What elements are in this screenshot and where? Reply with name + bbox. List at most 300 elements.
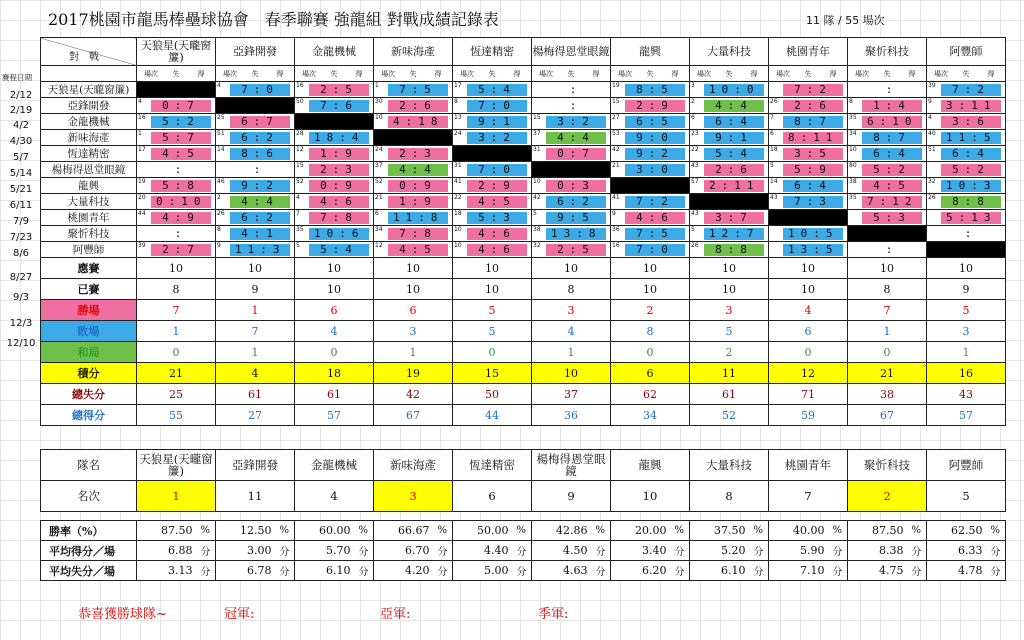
- stat-row: [41, 384, 1006, 405]
- sub-header-row: [41, 66, 1006, 82]
- score-text: 6:4: [873, 147, 911, 160]
- score-text: 5:3: [478, 211, 516, 224]
- game-number: 2: [217, 194, 221, 201]
- matchup-cell: [216, 226, 295, 242]
- score-text: 3:7: [715, 211, 753, 224]
- score-text: 4:6: [636, 211, 674, 224]
- score-text: 4:6: [478, 243, 516, 256]
- score-box: [941, 212, 1001, 224]
- game-number: 26: [217, 210, 225, 217]
- schedule-date: 2/19: [9, 105, 33, 116]
- score-box: [783, 228, 843, 240]
- stat-value: 36: [532, 405, 611, 426]
- rank-team-name: 金龍機械: [295, 450, 374, 481]
- stat-value: 10: [295, 258, 374, 279]
- stat-value: 10: [611, 258, 690, 279]
- score-text: 2:6: [715, 163, 753, 176]
- stat-value: 10: [453, 279, 532, 300]
- matchup-score: [611, 194, 689, 209]
- pct-value: 20.00: [611, 521, 673, 541]
- stat-value: 10: [769, 258, 848, 279]
- stat-label: 敗場: [41, 321, 137, 342]
- team-header: 恆達精密: [453, 38, 532, 66]
- pct-value: 42.86: [532, 521, 594, 541]
- game-number: 25: [217, 114, 225, 121]
- game-number: 40: [928, 130, 936, 137]
- matchup-score: [295, 194, 373, 209]
- matchup-score: [137, 178, 215, 193]
- sub-header-label: 失: [172, 69, 180, 78]
- stat-value: 21: [137, 363, 216, 384]
- stat-value: 5: [927, 300, 1006, 321]
- matchup-cell: [769, 242, 848, 258]
- sub-header-label: 失: [409, 69, 417, 78]
- pct-value: 50.00: [453, 521, 515, 541]
- score-text: 5:7: [162, 131, 200, 144]
- game-number: 26: [928, 194, 936, 201]
- matchup-score: [848, 130, 926, 145]
- pct-unit: 分: [199, 541, 216, 561]
- pct-unit: 分: [673, 561, 690, 581]
- team-header: 新味海產: [374, 38, 453, 66]
- score-box: [151, 212, 211, 224]
- matchup-row: [41, 210, 1006, 226]
- pct-value: 6.10: [690, 561, 752, 581]
- matchup-cell: [927, 178, 1006, 194]
- matchup-score: [690, 114, 768, 129]
- game-number: 41: [454, 178, 462, 185]
- game-number: 31: [533, 146, 541, 153]
- sub-header: [216, 66, 295, 82]
- matchup-cell: [927, 82, 1006, 98]
- game-number: 1: [138, 130, 142, 137]
- matchup-cell: [690, 194, 769, 210]
- stat-value: 61: [690, 384, 769, 405]
- pct-value: 40.00: [769, 521, 831, 541]
- rank-team-name: 阿豐師: [927, 450, 1006, 481]
- matchup-score: [611, 114, 689, 129]
- matchup-cell: [216, 194, 295, 210]
- stat-value: 2: [690, 342, 769, 363]
- score-text: :: [569, 83, 583, 96]
- score-text: 0:9: [399, 179, 437, 192]
- rank-value: 8: [690, 481, 769, 512]
- game-number: 51: [217, 130, 225, 137]
- game-number: 4: [138, 98, 142, 105]
- stat-label: 總得分: [41, 405, 137, 426]
- stat-value: 1: [848, 321, 927, 342]
- game-number: 26: [691, 242, 699, 249]
- pct-value: 37.50: [690, 521, 752, 541]
- rank-value: 7: [769, 481, 848, 512]
- score-box: [625, 196, 685, 208]
- matchup-cell: [532, 226, 611, 242]
- score-box: [862, 196, 922, 208]
- score-box: [230, 164, 290, 176]
- score-text: 2:11: [709, 179, 760, 192]
- game-number: 9: [928, 98, 932, 105]
- matchup-cell: [216, 242, 295, 258]
- score-box: [625, 132, 685, 144]
- matchup-score: [611, 226, 689, 241]
- matchup-score: [374, 146, 452, 161]
- matchup-score: [769, 146, 847, 161]
- matchup-cell: [611, 242, 690, 258]
- game-number: 18: [454, 210, 462, 217]
- rank-team-name: 龍興: [611, 450, 690, 481]
- score-text: 10:5: [788, 227, 839, 240]
- team-header-row: [41, 38, 1006, 66]
- stat-row: [41, 300, 1006, 321]
- matchup-cell: [453, 162, 532, 178]
- score-box: [704, 164, 764, 176]
- matchup-score: [453, 178, 531, 193]
- matchup-cell: [927, 226, 1006, 242]
- runner-up-label: 亞軍:: [380, 607, 411, 622]
- matchup-cell: [137, 146, 216, 162]
- rank-value: 1: [137, 481, 216, 512]
- matchup-score: [137, 162, 215, 177]
- game-number: 24: [375, 146, 383, 153]
- stat-value: 10: [848, 258, 927, 279]
- score-text: 2:3: [399, 147, 437, 160]
- game-number: 43: [770, 194, 778, 201]
- score-box: [941, 132, 1001, 144]
- matchup-cell: [295, 98, 374, 114]
- stat-value: 1: [374, 342, 453, 363]
- row-team-name: 龍興: [41, 178, 137, 194]
- matchup-score: [295, 146, 373, 161]
- sub-header: [690, 66, 769, 82]
- matchup-cell: [769, 82, 848, 98]
- matchup-score: [769, 178, 847, 193]
- matchup-score: [690, 130, 768, 145]
- stat-value: 4: [769, 300, 848, 321]
- matchup-score: [453, 114, 531, 129]
- game-number: 4: [928, 114, 932, 121]
- game-number: 10: [375, 114, 383, 121]
- score-text: 11:8: [393, 211, 444, 224]
- matchup-cell: [690, 162, 769, 178]
- stat-value: 8: [848, 279, 927, 300]
- row-team-name: 桃園青年: [41, 210, 137, 226]
- score-box: [467, 244, 527, 256]
- dates-label: 賽程日期: [2, 73, 32, 82]
- matchup-score: [532, 194, 610, 209]
- matchup-cell: [690, 242, 769, 258]
- pct-unit: 分: [436, 561, 453, 581]
- score-box: [704, 148, 764, 160]
- game-number: 35: [849, 194, 857, 201]
- stat-value: 4: [295, 321, 374, 342]
- score-text: 4:4: [557, 131, 595, 144]
- matchup-cell: [453, 194, 532, 210]
- game-number: 12: [375, 242, 383, 249]
- stat-value: 6: [374, 300, 453, 321]
- matchup-score: [690, 210, 768, 225]
- stat-value: 10: [137, 258, 216, 279]
- matchup-cell: [216, 114, 295, 130]
- score-text: 5:4: [715, 147, 753, 160]
- matchup-score: [611, 98, 689, 113]
- score-text: 8:11: [788, 131, 839, 144]
- stat-row: [41, 321, 1006, 342]
- matchup-cell: [374, 130, 453, 146]
- score-text: 3:11: [946, 99, 997, 112]
- rank-team-name: 天狼星(天曨窗簾): [137, 450, 216, 481]
- stat-row: [41, 342, 1006, 363]
- matchup-score: [453, 210, 531, 225]
- score-text: 0:7: [162, 99, 200, 112]
- game-number: 39: [928, 82, 936, 89]
- sub-header-label: 場次: [618, 69, 633, 78]
- stat-label: 積分: [41, 363, 137, 384]
- stat-label: 應賽: [41, 258, 137, 279]
- game-number: 50: [296, 98, 304, 105]
- sub-header-label: 得: [908, 69, 916, 78]
- matchup-score: [690, 98, 768, 113]
- stat-value: 10: [532, 258, 611, 279]
- sub-header-label: 失: [330, 69, 338, 78]
- schedule-date: 12/10: [6, 338, 36, 349]
- score-box: [546, 84, 606, 96]
- stat-value: 4: [216, 363, 295, 384]
- matchup-score: [216, 194, 294, 209]
- matchup-table: [40, 37, 1006, 426]
- score-box: [941, 116, 1001, 128]
- game-number: 17: [454, 82, 462, 89]
- pct-unit: 分: [831, 541, 848, 561]
- game-number: 53: [612, 130, 620, 137]
- score-text: 9:0: [636, 131, 674, 144]
- matchup-score: [690, 226, 768, 241]
- matchup-score: [927, 98, 1005, 113]
- score-text: 5:13: [946, 211, 997, 224]
- matchup-score: [532, 130, 610, 145]
- pct-value: 5.90: [769, 541, 831, 561]
- matchup-cell: [532, 162, 611, 178]
- score-text: 7:0: [241, 83, 279, 96]
- matchup-cell: [848, 98, 927, 114]
- matchup-score: [453, 130, 531, 145]
- game-number: 80: [849, 162, 857, 169]
- pct-unit: 分: [199, 561, 216, 581]
- stat-value: 10: [374, 258, 453, 279]
- game-number: 52: [375, 178, 383, 185]
- matchup-score: [927, 178, 1005, 193]
- score-text: 7:0: [478, 99, 516, 112]
- score-box: [941, 196, 1001, 208]
- rank-team-name: 桃園青年: [769, 450, 848, 481]
- score-text: 7:8: [399, 227, 437, 240]
- row-team-name: 聚忻科技: [41, 226, 137, 242]
- matchup-cell: [374, 210, 453, 226]
- stat-value: 1: [927, 342, 1006, 363]
- score-box: [309, 132, 369, 144]
- champion-label: 冠軍:: [224, 607, 255, 622]
- matchup-cell: [374, 146, 453, 162]
- matchup-cell: [611, 210, 690, 226]
- stat-value: 61: [295, 384, 374, 405]
- game-number: 22: [454, 194, 462, 201]
- pct-value: 4.40: [453, 541, 515, 561]
- matchup-cell: [532, 130, 611, 146]
- game-number: 14: [770, 178, 778, 185]
- schedule-date: 6/11: [9, 200, 33, 211]
- matchup-cell: [295, 162, 374, 178]
- sub-header-label: 場次: [934, 69, 949, 78]
- score-text: 13:8: [551, 227, 602, 240]
- stat-value: 3: [690, 300, 769, 321]
- score-text: 8:7: [873, 131, 911, 144]
- score-box: [783, 244, 843, 256]
- score-text: 2:7: [162, 243, 200, 256]
- sub-header-label: 失: [646, 69, 654, 78]
- matchup-score: [769, 114, 847, 129]
- stat-label: 勝場: [41, 300, 137, 321]
- matchup-row: [41, 226, 1006, 242]
- matchup-cell: [295, 178, 374, 194]
- matchup-cell: [532, 210, 611, 226]
- stat-row: [41, 363, 1006, 384]
- matchup-cell: [295, 226, 374, 242]
- matchup-score: [295, 178, 373, 193]
- pct-value: 62.50: [927, 521, 989, 541]
- pct-value: 4.63: [532, 561, 594, 581]
- game-number: 31: [454, 162, 462, 169]
- matchup-cell: [611, 98, 690, 114]
- game-number: 5: [770, 162, 774, 169]
- game-number: 4: [217, 82, 221, 89]
- sub-header-label: 得: [671, 69, 679, 78]
- score-box: [783, 116, 843, 128]
- schedule-date: 7/9: [12, 216, 30, 227]
- stat-label: 總失分: [41, 384, 137, 405]
- sub-header-label: 失: [725, 69, 733, 78]
- matchup-cell: [137, 98, 216, 114]
- score-text: 7:2: [794, 83, 832, 96]
- stat-value: 6: [769, 321, 848, 342]
- matchup-cell: [611, 82, 690, 98]
- sub-header: [611, 66, 690, 82]
- pct-value: 4.78: [927, 561, 989, 581]
- score-text: 8:6: [241, 147, 279, 160]
- score-text: 1:9: [399, 195, 437, 208]
- matchup-cell: [769, 114, 848, 130]
- sub-header-label: 場次: [144, 69, 159, 78]
- matchup-score: [532, 178, 610, 193]
- matchup-score: [769, 226, 847, 241]
- game-number: 46: [217, 178, 225, 185]
- sub-header: [453, 66, 532, 82]
- sub-header: [137, 66, 216, 82]
- matchup-score: [769, 162, 847, 177]
- score-box: [151, 244, 211, 256]
- sub-header-label: 得: [355, 69, 363, 78]
- pct-unit: 分: [357, 541, 374, 561]
- stat-value: 9: [927, 279, 1006, 300]
- matchup-cell: [611, 146, 690, 162]
- game-number: 28: [296, 130, 304, 137]
- matchup-score: [769, 130, 847, 145]
- matchup-cell: [532, 242, 611, 258]
- score-text: 7:2: [636, 195, 674, 208]
- score-text: 2:9: [478, 179, 516, 192]
- stat-row: [41, 405, 1006, 426]
- percentage-table: [40, 520, 1006, 581]
- score-text: 7:6: [320, 99, 358, 112]
- score-box: [230, 132, 290, 144]
- matchup-score: [690, 146, 768, 161]
- matchup-row: [41, 194, 1006, 210]
- matchup-score: [927, 226, 1005, 241]
- team-header: 大量科技: [690, 38, 769, 66]
- score-box: [151, 196, 211, 208]
- game-number: 35: [296, 226, 304, 233]
- score-box: [783, 100, 843, 112]
- game-number: 16: [612, 242, 620, 249]
- matchup-cell: [690, 98, 769, 114]
- stat-value: 10: [532, 363, 611, 384]
- score-box: [309, 148, 369, 160]
- game-number: 9: [612, 210, 616, 217]
- score-box: [467, 100, 527, 112]
- score-text: 5:3: [873, 211, 911, 224]
- rank-value: 6: [453, 481, 532, 512]
- matchup-cell: [848, 130, 927, 146]
- game-number: 41: [612, 194, 620, 201]
- matchup-score: [374, 226, 452, 241]
- game-number: 13: [454, 114, 462, 121]
- score-box: [625, 228, 685, 240]
- score-text: 6:2: [241, 131, 279, 144]
- sub-header-label: 得: [197, 69, 205, 78]
- matchup-cell: [453, 114, 532, 130]
- matchup-score: [216, 162, 294, 177]
- score-text: 6:5: [636, 115, 674, 128]
- team-header: 天狼星(天曨窗簾): [137, 38, 216, 66]
- matchup-row: [41, 146, 1006, 162]
- score-text: :: [174, 227, 188, 240]
- matchup-score: [927, 114, 1005, 129]
- stat-value: 0: [295, 342, 374, 363]
- score-text: 2:9: [636, 99, 674, 112]
- stat-value: 59: [769, 405, 848, 426]
- stat-value: 4: [532, 321, 611, 342]
- game-number: 36: [612, 226, 620, 233]
- game-number: 7: [770, 114, 774, 121]
- matchup-cell: [295, 242, 374, 258]
- matchup-score: [611, 82, 689, 97]
- game-number: 10: [533, 178, 541, 185]
- matchup-cell: [532, 82, 611, 98]
- score-box: [467, 164, 527, 176]
- score-text: 4:4: [715, 99, 753, 112]
- score-box: [309, 228, 369, 240]
- sub-header-label: 失: [804, 69, 812, 78]
- stat-value: 10: [927, 258, 1006, 279]
- pct-value: 6.20: [611, 561, 673, 581]
- score-text: 9:5: [557, 211, 595, 224]
- matchup-cell: [848, 194, 927, 210]
- score-text: 2:6: [399, 99, 437, 112]
- game-number: 5: [296, 242, 300, 249]
- matchup-score: [137, 194, 215, 209]
- score-box: [625, 164, 685, 176]
- score-text: 8:5: [636, 83, 674, 96]
- matchup-cell: [374, 82, 453, 98]
- pct-unit: %: [673, 521, 690, 541]
